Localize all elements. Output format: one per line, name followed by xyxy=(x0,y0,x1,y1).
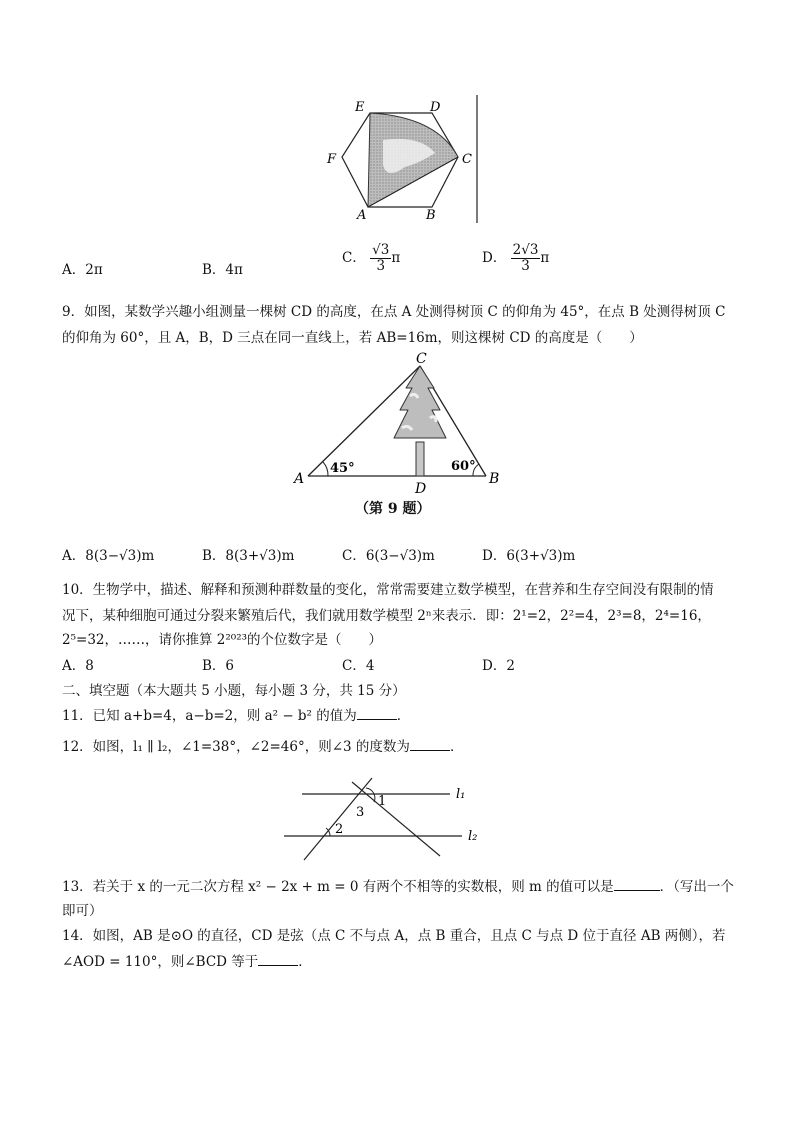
q10-option-c-label: C． xyxy=(342,658,366,674)
q9-text-line2: 的仰角为 60°，且 A，B，D 三点在同一直线上，若 AB=16m，则这棵树 CD 的高度是（ ） xyxy=(62,330,643,346)
q9-option-c[interactable] xyxy=(342,544,435,564)
q14-line2-end: ． xyxy=(298,954,312,970)
numerator: 2√3 xyxy=(512,242,539,258)
q12-parallel-lines-figure xyxy=(282,778,482,858)
q9-option-c-text: 6(3−√3)m xyxy=(365,548,435,564)
q9-option-c-label: C． xyxy=(342,548,366,564)
q10-option-b-text: 6 xyxy=(225,658,235,674)
q8-option-a-text: 2π xyxy=(85,262,103,278)
q9-label-A: A xyxy=(294,471,305,487)
q8-label-C: C xyxy=(462,152,472,167)
q10-option-a[interactable] xyxy=(62,654,94,674)
q12-label-l2: l₂ xyxy=(468,829,478,844)
q11-text: 11．已知 a+b=4，a−b=2，则 a² − b² 的值为 xyxy=(62,708,357,724)
q9-angle-60: 60° xyxy=(451,459,476,474)
q10-option-d[interactable] xyxy=(482,654,515,674)
q9-option-a-text: 8(3−√3)m xyxy=(85,548,155,564)
q9-option-a[interactable] xyxy=(62,544,154,564)
denominator: 3 xyxy=(376,258,386,274)
q14-line2-start: ∠AOD = 110°，则∠BCD 等于 xyxy=(62,954,259,970)
q11-answer-blank[interactable] xyxy=(357,707,397,720)
q9-option-b-label: B． xyxy=(202,548,226,564)
q12-angle-3: 3 xyxy=(356,805,365,820)
q10-option-d-label: D． xyxy=(482,658,507,674)
denominator: 3 xyxy=(521,258,530,274)
q10-option-b[interactable] xyxy=(202,654,234,674)
q14-answer-blank[interactable] xyxy=(258,953,298,966)
tree-trunk xyxy=(416,442,424,476)
q13-text: 13．若关于 x 的一元二次方程 x² − 2x + m = 0 有两个不相等的实数根，则 m 的值可以是 xyxy=(62,879,614,895)
q10-option-a-text: 8 xyxy=(85,658,94,674)
q11 xyxy=(62,704,410,724)
q11-end: ． xyxy=(396,708,411,724)
q8-label-A: A xyxy=(357,208,367,223)
q8-option-c-label: C． xyxy=(342,250,366,266)
q8-option-d-fraction xyxy=(511,243,541,274)
q9-text-line1: 9．如图，某数学兴趣小组测量一棵树 CD 的高度，在点 A 处测得树顶 C 的仰角为 45°，在点 B 处测得树顶 C xyxy=(62,304,726,320)
q13-answer-blank[interactable] xyxy=(614,878,660,891)
q9-angle-45: 45° xyxy=(330,461,355,476)
q8-hexagon-figure xyxy=(325,95,485,225)
q10-text-line2: 况下，某种细胞可通过分裂来繁殖后代，我们就用数学模型 2ⁿ来表示．即：2¹=2，2²=4，2³=8，2⁴=16， xyxy=(62,608,711,624)
q9-tree-figure xyxy=(290,352,510,502)
q10-option-b-label: B． xyxy=(202,658,226,674)
q8-option-a-label: A． xyxy=(62,262,86,278)
q12-answer-blank[interactable] xyxy=(410,738,450,751)
q9-label-B: B xyxy=(489,471,500,487)
q12-label-l1: l₁ xyxy=(456,787,466,802)
q13 xyxy=(62,875,734,895)
q9-option-d-text: 6(3+√3)m xyxy=(506,548,576,564)
q8-label-D: D xyxy=(430,100,441,115)
q9-caption: （第 9 题） xyxy=(355,501,431,517)
q8-option-a[interactable] xyxy=(62,258,103,278)
q9-option-d-label: D． xyxy=(482,548,507,564)
q9-option-d[interactable] xyxy=(482,544,575,564)
q12-angle-2: 2 xyxy=(335,822,344,837)
q14-line2 xyxy=(62,950,312,970)
q8-option-d-label: D． xyxy=(482,250,507,266)
q8-option-c[interactable] xyxy=(342,243,400,274)
q9-label-C: C xyxy=(416,351,427,367)
q9-option-b-text: 8(3+√3)m xyxy=(225,548,295,564)
q12-angle-1: 1 xyxy=(378,794,387,809)
q12 xyxy=(62,735,463,755)
q13-end: ．（写出一个 xyxy=(659,879,734,895)
q10-option-c-text: 4 xyxy=(365,658,375,674)
q10-option-a-label: A． xyxy=(62,658,86,674)
q13-line2: 即可） xyxy=(62,903,103,919)
q8-label-B: B xyxy=(426,208,436,223)
q9-label-D: D xyxy=(415,481,427,497)
q8-label-E: E xyxy=(355,100,365,115)
numerator: √3 xyxy=(372,242,390,258)
q8-label-F: F xyxy=(327,152,337,167)
section2-heading: 二、填空题（本大题共 5 小题，每小题 3 分，共 15 分） xyxy=(62,683,406,699)
q8-option-b-label: B． xyxy=(202,262,226,278)
q8-option-c-fraction xyxy=(370,243,391,274)
q10-text-line3: 2⁵=32，……，请你推算 2²⁰²³的个位数字是（ ） xyxy=(62,632,383,648)
q8-option-b[interactable] xyxy=(202,258,243,278)
q10-option-d-text: 2 xyxy=(506,658,515,674)
q8-option-c-tail: π xyxy=(391,250,401,266)
q14-line1: 14．如图，AB 是⊙O 的直径，CD 是弦（点 C 不与点 A，点 B 重合，且点 C 与点 D 位于直径 AB 两侧），若 xyxy=(62,928,726,944)
q9-option-a-label: A． xyxy=(62,548,86,564)
q8-option-b-text: 4π xyxy=(225,262,243,278)
q12-text: 12．如图，l₁ ∥ l₂，∠1=38°，∠2=46°，则∠3 的度数为 xyxy=(62,739,410,755)
q8-option-d[interactable] xyxy=(482,243,549,274)
q9-option-b[interactable] xyxy=(202,544,294,564)
q8-option-d-tail: π xyxy=(540,250,550,266)
q12-end: ． xyxy=(449,739,464,755)
q10-option-c[interactable] xyxy=(342,654,374,674)
q10-text-line1: 10．生物学中，描述、解释和预测种群数量的变化，常常需要建立数学模型，在营养和生存空间没有限制的情 xyxy=(62,582,714,598)
